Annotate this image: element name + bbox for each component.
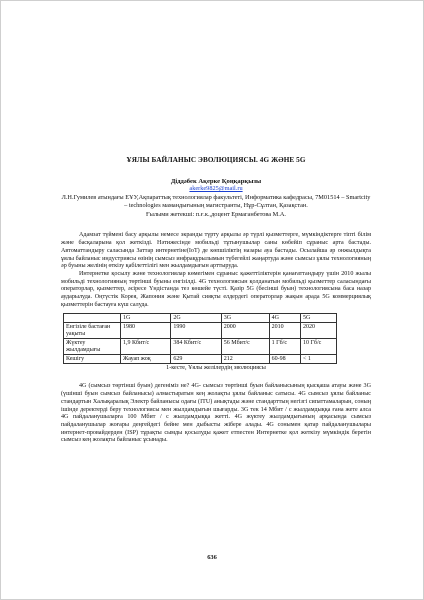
table-header-cell: 4G — [269, 314, 300, 323]
table-header-cell: 3G — [221, 314, 269, 323]
table-header-cell — [64, 314, 121, 323]
table-cell: 2020 — [300, 323, 336, 339]
table-cell: 1990 — [171, 323, 221, 339]
table-caption: 1-кесте, Ұялы желілердің эволюциясы — [166, 365, 266, 372]
table-cell: 56 Мбит/с — [221, 339, 269, 355]
page-number: 636 — [207, 554, 217, 561]
body-paragraph-1: Адамзат түймені басу арқылы немесе экранды түрту арқылы әр түрлі қызметтерге, мүмкіндіктерге тіпті білім және басқаларына қол жеткізді. Нәтижесінде мобильді тұтынушылар саны көбейіп сұраныс арта бастады. Автоматтандыру саласында Заттар интернетіне(IoT) де көпшіліктің назары ауа бастады. Осылайша әр онжылдықта ұялы байланыс индустриясы өзінің сымсыз инфрақұрылымын түбегейлі жаңартуда және сымсыз ұялы технологияның әр буыны желінің өткізу қабілеттілігі мен жылдамдығын арттыруда. — [61, 232, 371, 270]
table-cell: 212 — [221, 355, 269, 364]
table-cell: 60-98 — [269, 355, 300, 364]
table-cell: 1,9 Кбит/с — [121, 339, 171, 355]
table-row — [64, 355, 337, 364]
body-paragraph-3: 4G (сымсыз төртінші буын) дегеніміз не? 4G- сымсыз төртінші буын байланысының қысқаша атауы және 3G (үшінші буын сымсыз байланысы) алмастыратын кең жолақты ұялы байланыс сатысы. 4G сымсыз ұялы байланыс стандартын Халықаралық Электр байланысы одағы (ITU) анықтады және стандарттың негізгі сипаттамаларын, соның ішінде деректерді беру технологиясы мен жылдамдығын шығарды. 3G тек 14 Мбит / с жылдамдыққа ғана жете алса 4G пайдаланушыларға 100 Мбит / с жылдамдыққа жетті. 4G жүктеу жылдамдығының арқасында сымсыз пайдаланушылар жоғары деңгейдегі бейне мен дыбысты жібере алады. 4G сонымен қатар пайдаланушылары интернет-провайдерден (ISP) тұрақты сымды қосылуды қажет етпестен Интернетке қол жеткізу мүмкіндік беретін сымсыз кең жолақты байланыс ұсынады. — [61, 383, 371, 444]
table-cell: 1980 — [121, 323, 171, 339]
table-cell: 2000 — [221, 323, 269, 339]
table-header-cell: 2G — [171, 314, 221, 323]
scientific-advisor: Ғылыми жетекші: п.ғ.к.,доцент Ермаганбетова М.А. — [146, 211, 286, 219]
paper-title: ҰЯЛЫ БАЙЛАНЫС ЭВОЛЮЦИЯСЫ. 4G ЖӘНЕ 5G — [126, 156, 306, 164]
table-cell: Жауап жоқ — [121, 355, 171, 364]
table-row-label: Кешігу — [64, 355, 121, 364]
table-cell: 1 Гб/с — [269, 339, 300, 355]
table-cell: < 1 — [300, 355, 336, 364]
table-header-row — [64, 314, 337, 323]
author-affiliation: Л.Н.Гумилев атындағы ЕҰУ,Ақпараттық технологиялар факультеті, Информатика кафедрасы, 7М01514 – Smartcity – technologies мамандығының магистранты, Нұр-Сұлтан, Қазақстан. — [61, 194, 371, 210]
body-paragraph-2: Интернетке қосылу және технологиялар көмегімен сұраныс қажеттіліктерін қанағаттандыру үшін 2010 жылы мобильді технологияның төртінші буыны енгізілді. 4G технологиясын қолданатын мобильді қызметтер саласындағы операторлар, қызметтер, әсіресе Үндістанда тез көшейе түсті. Қазір 5G (бесінші буын) технологиясына баса назар аударылуда. Оңтүстік Корея, Жапония және Қытай сияқты елдердегі операторлар жақын арада 5G коммерциялық қызметтерін бастауға күш салуда. — [61, 270, 371, 308]
table-row — [64, 323, 337, 339]
table-row-label: Жүктеу жылдамдығы — [64, 339, 121, 355]
generations-table — [63, 313, 337, 364]
table-header-cell: 5G — [300, 314, 336, 323]
table-cell: 384 Кбит/с — [171, 339, 221, 355]
paper-content — [61, 156, 371, 445]
table-row — [64, 339, 337, 355]
table-cell: 629 — [171, 355, 221, 364]
table-header-cell: 1G — [121, 314, 171, 323]
author-email-link[interactable]: akerke9825@mail.ru — [189, 185, 243, 192]
table-row-label: Енгізіле бастаған уақыты — [64, 323, 121, 339]
table-cell: 2010 — [269, 323, 300, 339]
author-name: Діддәбек Ақерке Қоңқарқызы — [170, 178, 262, 185]
table-cell: 10 Гб/с — [300, 339, 336, 355]
